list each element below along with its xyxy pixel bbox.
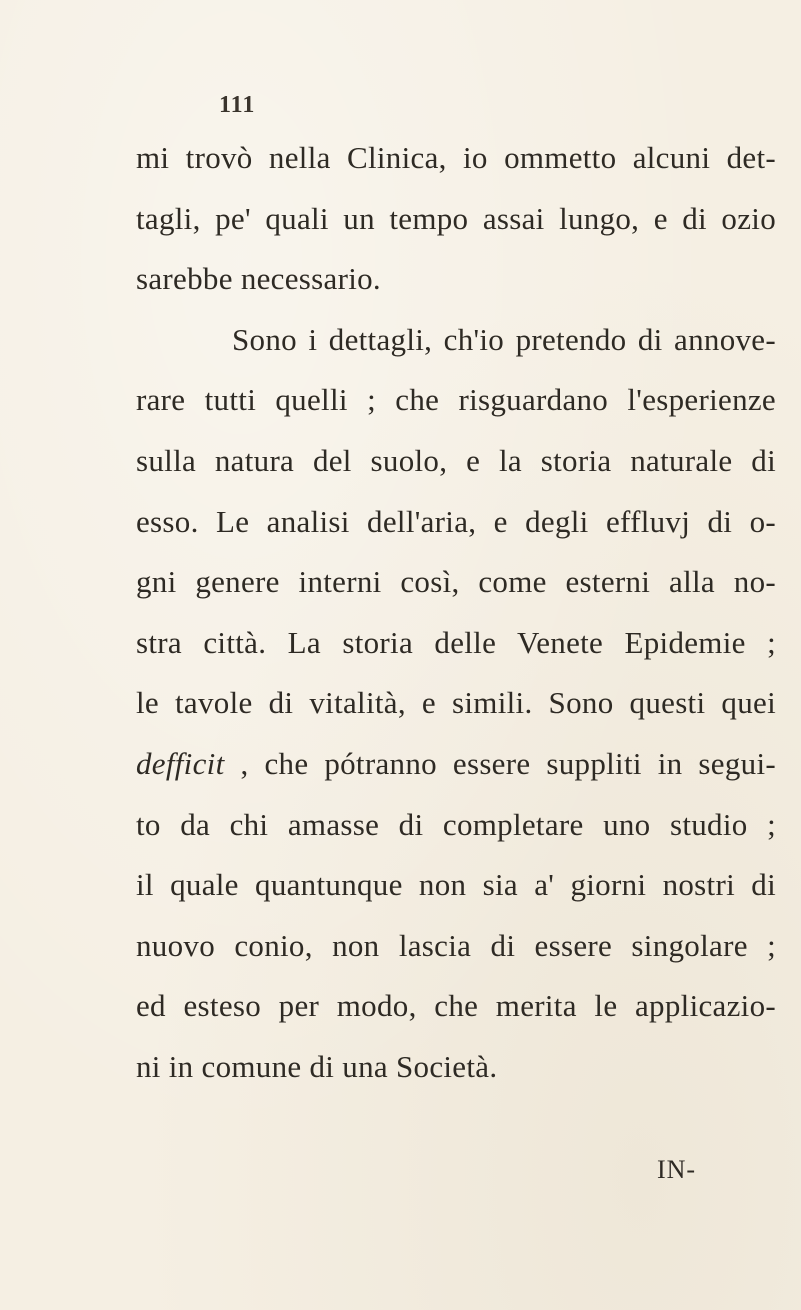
text-line: esso. Le analisi dell'aria, e degli effluvj di o- [136, 503, 776, 539]
text-line: defficit , che pótranno essere suppliti in segui- [136, 745, 776, 781]
text-line: il quale quantunque non sia a' giorni nostri di [136, 867, 776, 903]
text-line: ed esteso per modo, che merita le applicazio- [136, 988, 776, 1024]
text-line: nuovo conio, non lascia di essere singolare ; [136, 927, 776, 963]
text-line: rare tutti quelli ; che risguardano l'esperienze [136, 382, 776, 418]
text-line: to da chi amasse di completare uno studio ; [136, 806, 776, 842]
text-line: sulla natura del suolo, e la storia naturale di [136, 442, 776, 478]
text-line: mi trovò nella Clinica, io ommetto alcuni det- [136, 140, 776, 175]
text-line: le tavole di vitalità, e simili. Sono questi quei [136, 685, 776, 721]
text-line: stra città. La storia delle Venete Epidemie ; [136, 624, 776, 660]
catchword: IN- [657, 1155, 697, 1184]
latin-word: defficit [136, 745, 225, 781]
text-line: Sono i dettagli, ch'io pretendo di annove- [232, 321, 776, 357]
text-line: sarebbe necessario. [136, 261, 381, 297]
page-number: 111 [219, 92, 256, 118]
text-line: ni in comune di una Società. [136, 1048, 498, 1084]
text-line: gni genere interni così, come esterni alla no- [136, 564, 776, 600]
body-text [136, 128, 776, 1098]
text-line: tagli, pe' quali un tempo assai lungo, e di ozio [136, 200, 776, 236]
